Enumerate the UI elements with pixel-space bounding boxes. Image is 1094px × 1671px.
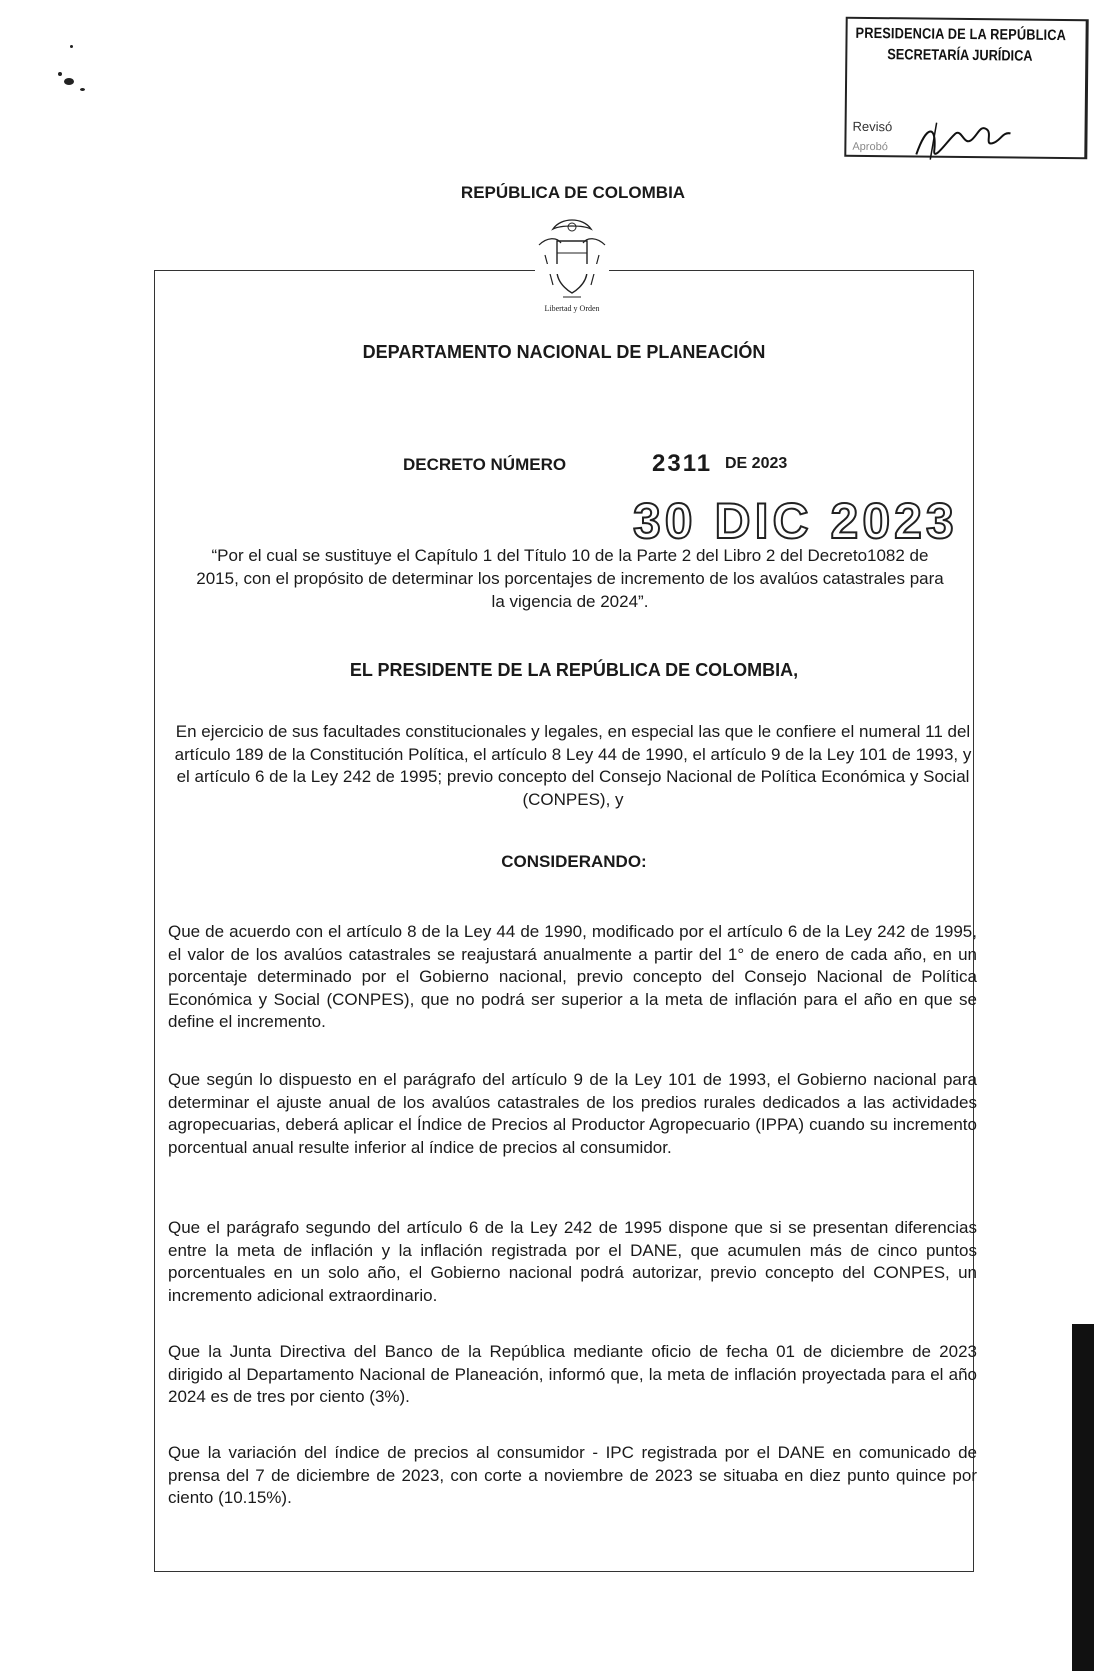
stamp-line-reviso: Revisó — [852, 118, 893, 135]
secretaria-juridica-stamp — [844, 17, 1088, 160]
considering-paragraph: Que el parágrafo segundo del artículo 6 de la Ley 242 de 1995 dispone que si se presentan diferencias entre la meta de inflación y la inflación registrada por el DANE, que acumulen más de cinco puntos porcentuales en un solo año, el Gobierno nacional podrá autorizar, previo concepto del CONPES, un incremento adicional extraordinario. — [168, 1218, 977, 1305]
date-stamp: 30 DIC 2023 — [633, 493, 958, 549]
considering-paragraph: Que la Junta Directiva del Banco de la República mediante oficio de fecha 01 de diciembre de 2023 dirigido al Departamento Nacional de Planeación, informó que, la meta de inflación proyectada para el año 2024 es de tres por ciento (3%). — [168, 1342, 977, 1406]
coat-motto: Libertad y Orden — [544, 304, 600, 313]
stamp-line-presidencia: PRESIDENCIA DE LA REPÚBLICA — [855, 24, 1067, 45]
stamp-line-aprobo: Aprobó — [852, 140, 888, 154]
frame-gap — [535, 264, 609, 274]
considering-paragraph: Que de acuerdo con el artículo 8 de la Ley 44 de 1990, modificado por el artículo 6 de la Ley 242 de 1995, el valor de los avalúos catastrales se reajustará anualmente a partir del 1° de enero de cada año, en un porcentaje determinado por el Gobierno nacional, previo concepto del Consejo Nacional de Política Económica y Social (CONPES), que no podrá ser superior a la meta de inflación para el año en que se define el incremento. — [168, 922, 977, 1031]
considering-heading: CONSIDERANDO: — [501, 852, 647, 871]
republic-heading: REPÚBLICA DE COLOMBIA — [460, 183, 686, 202]
decree-title: “Por el cual se sustituye el Capítulo 1 del Título 10 de la Parte 2 del Libro 2 del Decreto1082 de 2015, con el propósito de determinar los porcentajes de incremento de los avalúos catastrales para la vigencia de 2024”. — [196, 546, 944, 611]
scan-speck — [58, 72, 62, 76]
scan-speck — [64, 78, 74, 85]
decree-number: 2311 — [652, 450, 713, 477]
scan-speck — [70, 45, 73, 48]
considering-paragraph: Que según lo dispuesto en el parágrafo del artículo 9 de la Ley 101 de 1993, el Gobierno nacional para determinar el ajuste anual de los avalúos catastrales de los predios rurales dedicados a las actividades agropecuarias, deberá aplicar el Índice de Precios al Productor Agropecuario (IPPA) cuando su incremento porcentual anual resulte inferior al índice de precios al consumidor. — [168, 1070, 977, 1157]
considering-paragraph: Que la variación del índice de precios al consumidor - IPC registrada por el DANE en comunicado de prensa del 7 de diciembre de 2023, con corte a noviembre de 2023 se situaba en diez punto quince por ciento (10.15%). — [168, 1443, 977, 1507]
president-heading: EL PRESIDENTE DE LA REPÚBLICA DE COLOMBIA, — [349, 660, 799, 680]
stamp-line-secretaria: SECRETARÍA JURÍDICA — [887, 46, 1033, 65]
decree-label: DECRETO NÚMERO — [403, 455, 567, 474]
decree-year: DE 2023 — [725, 455, 788, 472]
scan-speck — [80, 88, 85, 91]
preamble-text: En ejercicio de sus facultades constitucionales y legales, en especial las que le confiere el numeral 11 del artículo 189 de la Constitución Política, el artículo 8 Ley 44 de 1990, el artículo 9 de la Ley 101 de 1993, y el artículo 6 de la Ley 242 de 1995; previo concepto del Consejo Nacional de Política Económica y Social (CONPES), y — [174, 722, 972, 809]
handwritten-signature — [906, 114, 1027, 165]
department-heading: DEPARTAMENTO NACIONAL DE PLANEACIÓN — [362, 342, 766, 362]
scan-edge-bar — [1072, 1324, 1094, 1671]
